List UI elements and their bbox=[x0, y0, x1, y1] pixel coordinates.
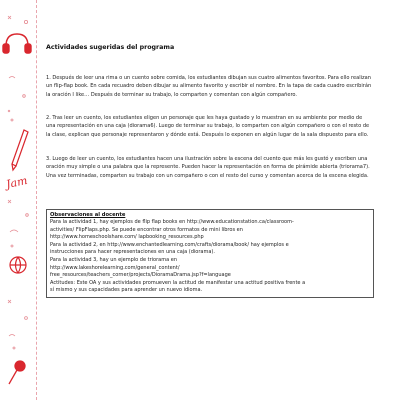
teacher-notes-heading: Observaciones al docente bbox=[50, 212, 126, 218]
teacher-notes-line: Para la actividad 3, hay un ejemplo de triorama en bbox=[50, 256, 178, 263]
teacher-notes-line: Para la actividad 2, en http://www.enchantedlearning.com/crafts/diorama/book/ hay ejemplos e bbox=[50, 241, 289, 248]
sidebar-doodles bbox=[0, 0, 40, 400]
page-title: Actividades sugeridas del programa bbox=[46, 44, 175, 51]
teacher-notes-line: Para la actividad 1, hay ejemplos de flip flap books en http://www.educationstation.ca/classroom- bbox=[50, 219, 294, 225]
teacher-notes-line: http://www.homeschoolshare.com/ lapbooking_resources.php bbox=[50, 234, 204, 241]
activity-paragraph-3: 3. Luego de leer un cuento, los estudiantes hacen una ilustración sobre la escena del cuento que más les gustó y escriben una oración muy simple o una palabra que la represente. Pueden hacer la representación en forma de pirámide abierta (triorama7). Una vez terminadas, comparten su trabajo con un compañero o con el resto del curso y comentan acerca de la escena elegida. bbox=[46, 156, 370, 179]
teacher-notes-line: instrucciones para hacer representaciones en una caja (diorama). bbox=[50, 249, 215, 256]
activity-paragraph-1: 1. Después de leer una rima o un cuento sobre comida, los estudiantes dibujan sus cuatro alimentos favoritos. Para ello realizan un flip-flap book. En cada recuadro deben dibujar su alimento favorito y escribir el nombre. En la tapa de cada cuadro escribirán la oración I like… Después de terminar su trabajo, lo comparten y comentan con algún compañero. bbox=[46, 75, 372, 98]
teacher-notes-line: free_resources/teachers_corner/projects/DioramaDrama.jsp?f=language bbox=[50, 272, 231, 279]
sparkle-marks bbox=[8, 16, 28, 121]
pencil-icon bbox=[12, 130, 28, 170]
activity-paragraph-2: 2. Tras leer un cuento, los estudiantes eligen un personaje que les haya gustado y lo muestran en su ambiente por medio de una representación en una caja (diorama6). Luego de terminar su trabajo, lo comparten con algún compañero o con el resto de la clase, explican que personaje representaron y dónde está. Después lo exponen en algún lugar de la sala dispuesto para ello. bbox=[46, 115, 370, 138]
decorative-sidebar bbox=[0, 0, 40, 400]
teacher-notes-line: http://www.lakeshorelearning.com/general_content/ bbox=[50, 264, 180, 271]
teacher-notes-line: sí mismo y sus capacidades para aprender un nuevo idioma. bbox=[50, 287, 203, 294]
globe-icon bbox=[10, 257, 26, 273]
sidebar-label: Jam bbox=[4, 173, 29, 192]
teacher-notes-line: Actitudes: Este OA y sus actividades promueven la actitud de manifestar una actitud positiva frente a bbox=[50, 279, 306, 286]
dashed-divider bbox=[36, 0, 37, 400]
microphone-icon bbox=[9, 361, 25, 384]
teacher-notes-line: activities/ FlipFlaps.php. Se puede encontrar otros formatos de mini libros en bbox=[50, 226, 243, 233]
teacher-notes-box bbox=[46, 209, 374, 298]
headphones-icon bbox=[3, 34, 31, 53]
